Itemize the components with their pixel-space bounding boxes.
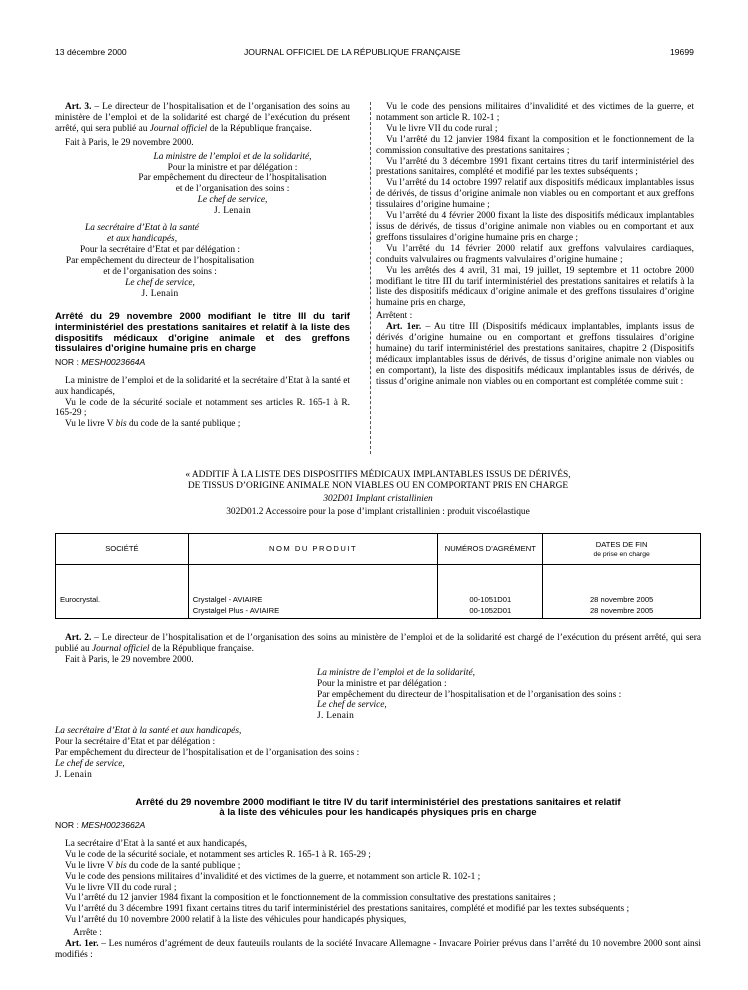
table-header-row <box>56 534 701 565</box>
cell-numbers: 00-1051D01 00-1052D01 <box>438 565 543 619</box>
visas-2: La secrétaire d’Etat à la santé et aux handicapés, Vu le code de la sécurité sociale, et notamment ses articles R. 165-1 à R. 165-29 ; Vu le livre V bis du code de la santé publique ; Vu le code des pensions militaires d’invalidité et des victimes de la guerre, et notamment son article R. 102-1 ; Vu le livre VII du code rural ; Vu l’arrêté du 12 janvier 1984 fixant la composition et le fonctionnement de la commission consultative des prestations sanitaires ; Vu l’arrêté du 3 décembre 1991 fixant certains titres du tarif interministériel des prestations sanitaires, complété et modifié par les textes subséquents ; Vu l’arrêté du 10 novembre 2000 relatif à la liste des véhicules pour handicapés physiques, <box>65 838 630 926</box>
lower-section <box>55 633 701 961</box>
cell-company: Eurocrystal. <box>56 565 189 619</box>
signature-secretaire-2: La secrétaire d’Etat à la santé et aux handicapés, Pour la secrétaire d’Etat et par délégation : Par empêchement du directeur de l’hospitalisation et de l’organisation des soins : Le chef de service, J. Lenain <box>55 726 360 780</box>
column-divider <box>370 102 371 454</box>
arrete-2: Arrête : <box>73 928 102 939</box>
article-1: Art. 1er. – Au titre III (Dispositifs médicaux implantables, implants issus de dérivés d’origine humaine ou en comportant et greffons tissulaires d’origine humaine) du tarif interministériel des prestations sanitaires, chapitre 2 (Dispositifs médicaux implantables issus de dérivés, de tissus d’origine animale non viables ou en comportant), la liste des dispositifs médicaux implantables issus de dérivés, de tissus d’origine animale non viables ou en comportant est complétée comme suit : <box>376 322 694 387</box>
article-1-second: Art. 1er. – Les numéros d’agrément de deux fauteuils roulants de la société Invacare Allemagne - Invacare Poirier prévus dans l’arrêté du 10 novembre 2000 sont ainsi modifiés : <box>55 939 701 960</box>
products-table <box>55 533 701 619</box>
col-nom-produit: NOM DU PRODUIT <box>188 534 438 565</box>
visa-intro: La ministre de l’emploi et de la solidarité et la secrétaire d’Etat à la santé et aux handicapés, <box>55 375 350 397</box>
table-row <box>56 565 701 619</box>
visa: Vu les arrêtés des 4 avril, 31 mai, 19 juillet, 19 septembre et 11 octobre 2000 modifiant le titre III du tarif interministériel des prestations sanitaires et relatifs à la liste des dispositifs médicaux d’origine animale et des greffons tissulaires d’origine humaine pris en charge, <box>376 265 694 309</box>
right-column <box>376 102 694 388</box>
cell-dates: 28 novembre 2005 28 novembre 2005 <box>543 565 701 619</box>
visa: Vu l’arrêté du 3 décembre 1991 fixant certains titres du tarif interministériel des prestations sanitaires, complété et modifié par les textes subséquents ; <box>376 156 694 178</box>
fait-a-paris: Fait à Paris, le 29 novembre 2000. <box>65 654 194 665</box>
cell-products: Crystalgel - AVIAIRE Crystalgel Plus - AVIAIRE <box>188 565 438 619</box>
col-numeros: NUMÉROS D’AGRÉMENT <box>438 534 543 565</box>
visa: Vu le code des pensions militaires d’invalidité et des victimes de la guerre, et notamment son article R. 102-1 ; <box>376 102 694 123</box>
nor-reference: NOR : MESH0023664A <box>55 356 146 367</box>
arretent: Arrêtent : <box>376 311 413 322</box>
signature-ministre-2: La ministre de l’emploi et de la solidarité, Pour la ministre et par délégation : Par empêchement du directeur de l’hospitalisation et de l’organisation des soins : Le chef de service, J. Lenain <box>317 667 622 722</box>
col-dates-fin: DATES DE FIN de prise en charge <box>543 534 701 565</box>
visa: Vu l’arrêté du 14 février 2000 relatif aux greffons valvulaires cardiaques, conduits valvulaires ou fragments valvulaires d’origine humaine ; <box>376 243 694 265</box>
col-societe: SOCIÉTÉ <box>56 534 189 565</box>
visa: Vu le livre VII du code rural ; <box>386 123 498 134</box>
signature-secretaire: La secrétaire d’Etat à la santé et aux handicapés, Pour la secrétaire d’Etat et par délégation : Par empêchement du directeur de l’hospitalisation et de l’organisation des soins : Le chef de service, J. Lenain <box>65 223 255 299</box>
visa: Vu l’arrêté du 12 janvier 1984 fixant la composition et le fonctionnement de la commission consultative des prestations sanitaires ; <box>376 134 694 156</box>
arrete-title-iii: Arrêté du 29 novembre 2000 modifiant le titre III du tarif interministériel des prestations sanitaires et relatif à la liste des dispositifs médicaux d’origine animale et des greffons tissulaires d’origine humaine pris en charge <box>55 311 350 355</box>
arrete-title-iv: Arrêté du 29 novembre 2000 modifiant le titre IV du tarif interministériel des prestations sanitaires et relatif à la liste des véhicules pour les handicapés physiques pris en charge <box>135 796 621 819</box>
signature-ministre: La ministre de l’emploi et de la solidarité, Pour la ministre et par délégation : Par empêchement du directeur de l’hospitalisation et de l’organisation des soins : Le chef de service, J. Lenain <box>138 151 327 217</box>
visa: Vu le livre V bis du code de la santé publique ; <box>65 419 241 430</box>
left-column <box>55 102 350 430</box>
fait-a-paris: Fait à Paris, le 29 novembre 2000. <box>65 137 194 148</box>
visa: Vu le code de la sécurité sociale et notamment ses articles R. 165-1 à R. 165-29 ; <box>55 397 350 419</box>
visa: Vu l’arrêté du 4 février 2000 fixant la liste des dispositifs médicaux implantables issus de dérivés, de tissus d’origine animale non viables ou en comportant et aux greffons tissulaires d’origine humaine pris en charge ; <box>376 211 694 243</box>
visa: Vu l’arrêté du 14 octobre 1997 relatif aux dispositifs médicaux implantables issus de dérivés, de tissus d’origine animale non viables ou en comportant et aux greffons tissulaires d’origine humaine ; <box>376 178 694 211</box>
addendum-heading: « ADDITIF À LA LISTE DES DISPOSITIFS MÉDICAUX IMPLANTABLES ISSUS DE DÉRIVÉS, DE TISSUS D’ORIGINE ANIMALE NON VIABLES OU EN COMPORTANT PRIS EN CHARGE 302D01 Implant cristallinien 302D01.2 Accessoire pour la pose d’implant cristallinien : produit viscoélastique <box>185 470 571 517</box>
article-2: Art. 2. – Le directeur de l’hospitalisation et de l’organisation des soins au ministère de l’emploi et de la solidarité est chargé de l’exécution du présent arrêté, qui sera publié au Journal officiel de la République française. <box>55 633 701 654</box>
header-page-number: 19699 <box>670 47 694 57</box>
header-date: 13 décembre 2000 <box>55 47 127 57</box>
nor-reference-2: NOR : MESH0023662A <box>55 819 146 830</box>
article-3: Art. 3. – Le directeur de l’hospitalisation et de l’organisation des soins au ministère de l’emploi et de la solidarité est chargé de l’exécution du présent arrêté, qui sera publié au Journal officiel de la République française. <box>55 102 350 134</box>
header-journal: JOURNAL OFFICIEL DE LA RÉPUBLIQUE FRANÇAISE <box>244 47 461 57</box>
